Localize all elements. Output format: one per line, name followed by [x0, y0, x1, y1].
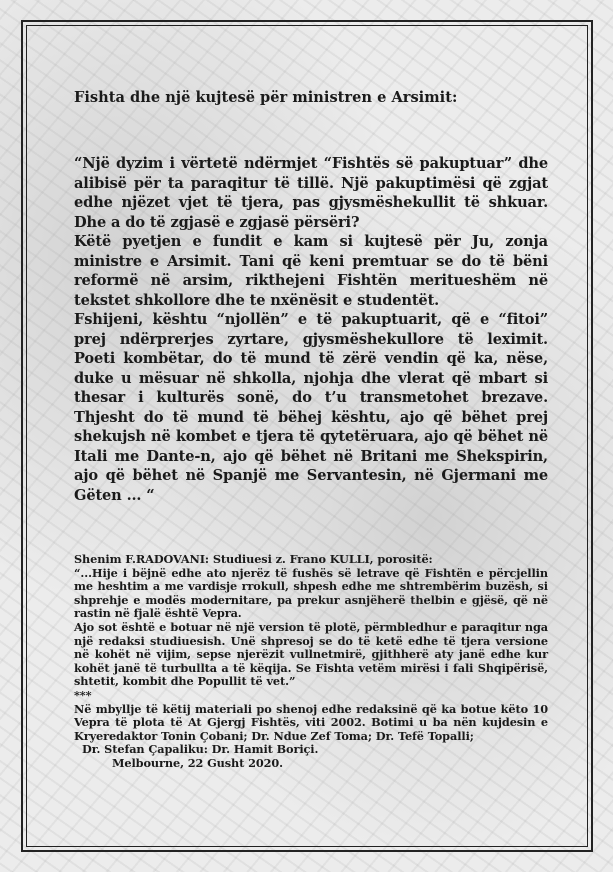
paragraph: Fshijeni, kështu “njollën” e të pakuptuarit, që e “fitoi” prej ndërprerjes zyrtare, gjysmëshekullore të leximit. Poeti kombëtar, do të mund të zërë vendin që ka, nëse, duke u mësuar në shkolla, njohja dhe vlerat që mbart si thesar i kulturës sonë, do t’u transmetohet brezave. Thjesht do të mund të bëhej kështu, ajo që bëhet prej shekujsh në kombet e tjera të qytetëruara, ajo që bëhet në Itali me Dante-n, ajo që bëhet në Britani me Shekspirin, ajo që bëhet në Spanjë me Servantesin, në Gjermani me Gëten ... “	[74, 311, 548, 504]
notes-section	[74, 553, 548, 771]
notes-intro: Shenim F.RADOVANI: Studiuesi z. Frano KULLI, porositë:	[74, 552, 433, 566]
document-title: Fishta dhe një kujtesë për ministren e Arsimit:	[74, 89, 458, 106]
notes-quote: Ajo sot është e botuar në një version të plotë, përmbledhur e paraqitur nga një redaksi studiuesish. Unë shpresoj se do të ketë edhe të tjera versione në kohët në vijim, sepse njerëzit vullnetmirë, gjithherë aty janë edhe kur kohët janë të turbullta a të këqija. Se Fishta vetëm mirësi i fali Shqipërisë, shtetit, kombit dhe Popullit të vet.”	[74, 619, 548, 689]
notes-names: Dr. Stefan Çapaliku: Dr. Hamit Boriçi.	[82, 742, 319, 757]
signature: Melbourne, 22 Gusht 2020.	[112, 755, 283, 770]
notes-quote: “...Hije i bëjnë edhe ato njerëz të fushës së letrave që Fishtën e përcjellin me heshtim a me vardisje rrokull, shpesh edhe me shtrembërim buzësh, si shprehje e modës modernitare, pa prekur asnjëherë thelbin e gjësë, që në rastin në fjalë është Vepra.	[74, 565, 548, 621]
paragraph: “Një dyzim i vërtetë ndërmjet “Fishtës së pakuptuar” dhe alibisë për ta paraqitur të tillë. Një pakuptimësi që zgjat edhe njëzet vjet të tjera, pas gjysmëshekullit të shkuar. Dhe a do të zgjasë e zgjasë përsëri?	[74, 155, 548, 231]
paragraph: Këtë pyetjen e fundit e kam si kujtesë për Ju, zonja ministre e Arsimit. Tani që keni premtuar se do të bëni reformë në arsim, rikthejeni Fishtën meritueshëm në tekstet shkollore dhe te nxënësit e studentët.	[74, 233, 548, 309]
notes-closing: Në mbyllje të këtij materiali po shenoj edhe redaksinë që ka botue këto 10 Vepra të plota të At Gjergj Fishtës, viti 2002. Botimi u ba nën kujdesin e Kryeredaktor Tonin Çobani; Dr. Ndue Zef Toma; Dr. Tefë Topalli;	[74, 701, 548, 743]
notes-separator: ***	[74, 687, 92, 702]
document-content	[74, 88, 548, 771]
main-text	[74, 154, 548, 505]
